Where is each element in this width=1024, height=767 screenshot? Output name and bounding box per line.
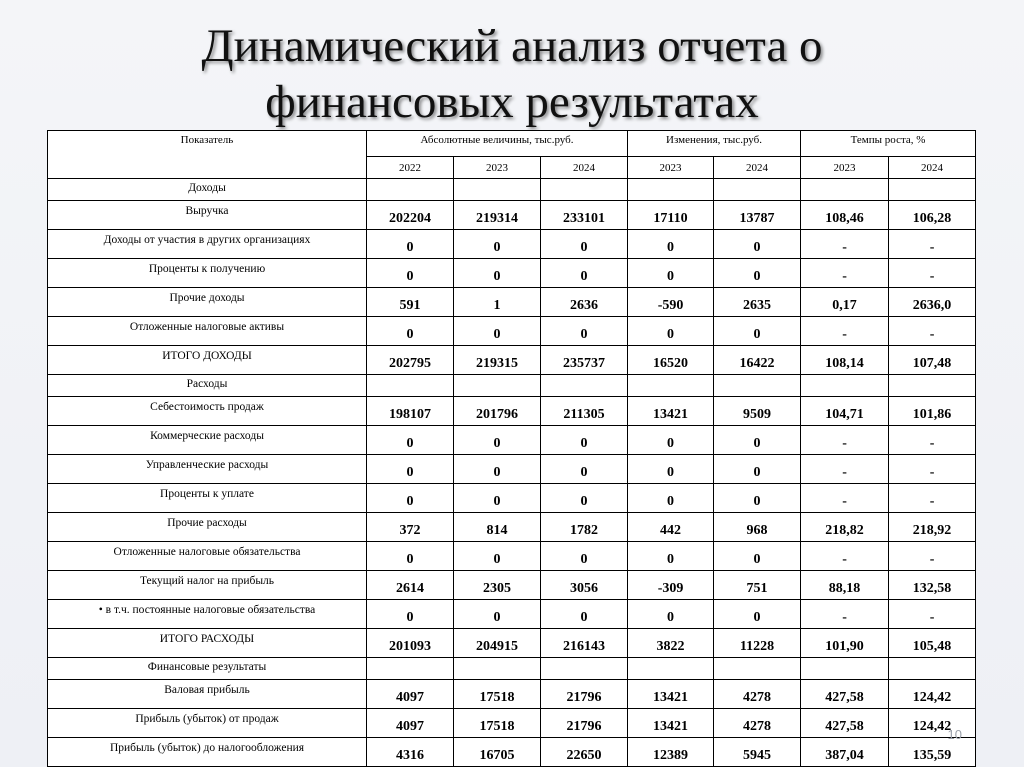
header-year-cell: 2024 <box>889 157 976 179</box>
value-cell <box>454 179 541 201</box>
value-cell: 107,48 <box>889 346 976 375</box>
value-cell: 17518 <box>454 709 541 738</box>
section-header-row <box>48 658 976 680</box>
value-cell: 0 <box>541 542 628 571</box>
value-cell: 0 <box>367 455 454 484</box>
value-cell: 13421 <box>628 397 714 426</box>
value-cell <box>541 179 628 201</box>
value-cell: 0 <box>367 484 454 513</box>
value-cell: 1 <box>454 288 541 317</box>
value-cell: 218,82 <box>801 513 889 542</box>
value-cell <box>367 179 454 201</box>
value-cell: 233101 <box>541 201 628 230</box>
value-cell: 0 <box>628 600 714 629</box>
value-cell: 219315 <box>454 346 541 375</box>
value-cell: 4278 <box>714 680 801 709</box>
value-cell: 0 <box>541 600 628 629</box>
table-row <box>48 600 976 629</box>
value-cell: 0 <box>454 426 541 455</box>
value-cell <box>541 658 628 680</box>
header-row-groups <box>48 131 976 157</box>
indicator-label: Отложенные налоговые обязательства <box>48 542 367 571</box>
value-cell: - <box>889 455 976 484</box>
value-cell: -309 <box>628 571 714 600</box>
value-cell: 0 <box>714 542 801 571</box>
value-cell: - <box>801 484 889 513</box>
table-row <box>48 484 976 513</box>
header-absolute-values: Абсолютные величины, тыс.руб. <box>367 131 628 157</box>
value-cell: 198107 <box>367 397 454 426</box>
value-cell: 427,58 <box>801 709 889 738</box>
value-cell <box>367 658 454 680</box>
value-cell: - <box>801 426 889 455</box>
header-year-cell: 2023 <box>454 157 541 179</box>
value-cell: -590 <box>628 288 714 317</box>
value-cell: 814 <box>454 513 541 542</box>
value-cell: 0 <box>714 230 801 259</box>
header-growth-rates: Темпы роста, % <box>801 131 976 157</box>
value-cell: 13421 <box>628 709 714 738</box>
value-cell: 427,58 <box>801 680 889 709</box>
value-cell: 387,04 <box>801 738 889 767</box>
value-cell <box>628 658 714 680</box>
indicator-label: Прибыль (убыток) до налогообложения <box>48 738 367 767</box>
table-row <box>48 426 976 455</box>
value-cell: - <box>889 230 976 259</box>
value-cell: 4316 <box>367 738 454 767</box>
value-cell: 0 <box>454 484 541 513</box>
value-cell: 2636 <box>541 288 628 317</box>
value-cell: 17518 <box>454 680 541 709</box>
value-cell: - <box>889 259 976 288</box>
value-cell: 16422 <box>714 346 801 375</box>
header-year-cell: 2024 <box>541 157 628 179</box>
value-cell: 0 <box>628 484 714 513</box>
value-cell: 0 <box>628 542 714 571</box>
value-cell: 0 <box>628 259 714 288</box>
value-cell: 2636,0 <box>889 288 976 317</box>
value-cell: 0 <box>367 600 454 629</box>
indicator-label: Доходы <box>48 179 367 201</box>
value-cell <box>889 179 976 201</box>
value-cell: - <box>889 542 976 571</box>
table-row <box>48 317 976 346</box>
slide-title-line-1: Динамический анализ отчета о <box>201 20 823 72</box>
value-cell: 106,28 <box>889 201 976 230</box>
value-cell: 0 <box>541 230 628 259</box>
value-cell: 0 <box>454 259 541 288</box>
value-cell: 4097 <box>367 680 454 709</box>
value-cell: - <box>889 317 976 346</box>
page-number: 10 <box>947 727 962 742</box>
value-cell: 88,18 <box>801 571 889 600</box>
indicator-label: Проценты к получению <box>48 259 367 288</box>
value-cell: 235737 <box>541 346 628 375</box>
value-cell: - <box>801 259 889 288</box>
value-cell <box>714 375 801 397</box>
financial-results-table-container <box>47 130 975 767</box>
value-cell: 0 <box>714 426 801 455</box>
value-cell: 442 <box>628 513 714 542</box>
header-year-cell: 2023 <box>628 157 714 179</box>
value-cell: 124,42 <box>889 680 976 709</box>
value-cell: 0 <box>541 317 628 346</box>
value-cell: 2305 <box>454 571 541 600</box>
value-cell: 0 <box>628 230 714 259</box>
value-cell <box>889 375 976 397</box>
value-cell: 105,48 <box>889 629 976 658</box>
value-cell: 132,58 <box>889 571 976 600</box>
value-cell: 218,92 <box>889 513 976 542</box>
indicator-label: Коммерческие расходы <box>48 426 367 455</box>
value-cell: 204915 <box>454 629 541 658</box>
slide-title-line-2: финансовых результатах <box>265 76 759 128</box>
indicator-label: Доходы от участия в других организациях <box>48 230 367 259</box>
value-cell: 16705 <box>454 738 541 767</box>
value-cell: 0 <box>367 542 454 571</box>
section-header-row <box>48 179 976 201</box>
value-cell: 0 <box>541 259 628 288</box>
value-cell: 0 <box>541 484 628 513</box>
table-row <box>48 571 976 600</box>
value-cell: 12389 <box>628 738 714 767</box>
value-cell <box>454 375 541 397</box>
table-row <box>48 680 976 709</box>
header-changes: Изменения, тыс.руб. <box>628 131 801 157</box>
value-cell <box>801 375 889 397</box>
table-row <box>48 542 976 571</box>
value-cell: 0 <box>714 317 801 346</box>
table-row <box>48 346 976 375</box>
table-row <box>48 738 976 767</box>
header-year-cell: 2023 <box>801 157 889 179</box>
value-cell: - <box>801 317 889 346</box>
indicator-label: ИТОГО РАСХОДЫ <box>48 629 367 658</box>
table-row <box>48 288 976 317</box>
value-cell: 11228 <box>714 629 801 658</box>
value-cell: 16520 <box>628 346 714 375</box>
value-cell: 0 <box>367 259 454 288</box>
value-cell: 0 <box>628 455 714 484</box>
table-row <box>48 455 976 484</box>
value-cell: 108,14 <box>801 346 889 375</box>
value-cell: 0 <box>541 455 628 484</box>
value-cell: 101,90 <box>801 629 889 658</box>
indicator-label: Отложенные налоговые активы <box>48 317 367 346</box>
indicator-label: Расходы <box>48 375 367 397</box>
value-cell: 124,42 <box>889 709 976 738</box>
value-cell: 0 <box>367 317 454 346</box>
value-cell <box>714 179 801 201</box>
value-cell <box>367 375 454 397</box>
indicator-label: Прочие доходы <box>48 288 367 317</box>
value-cell: 13787 <box>714 201 801 230</box>
value-cell: 101,86 <box>889 397 976 426</box>
value-cell: - <box>889 426 976 455</box>
indicator-label: Текущий налог на прибыль <box>48 571 367 600</box>
indicator-label: Управленческие расходы <box>48 455 367 484</box>
value-cell: 0 <box>714 484 801 513</box>
value-cell <box>454 658 541 680</box>
indicator-label: Прочие расходы <box>48 513 367 542</box>
value-cell <box>801 179 889 201</box>
table-row <box>48 709 976 738</box>
table-row <box>48 201 976 230</box>
value-cell: - <box>801 600 889 629</box>
value-cell: 13421 <box>628 680 714 709</box>
value-cell: 3822 <box>628 629 714 658</box>
value-cell <box>889 658 976 680</box>
value-cell: 0,17 <box>801 288 889 317</box>
value-cell: 0 <box>541 426 628 455</box>
table-body <box>48 179 976 767</box>
value-cell <box>628 375 714 397</box>
value-cell <box>541 375 628 397</box>
section-header-row <box>48 375 976 397</box>
value-cell: 0 <box>714 259 801 288</box>
value-cell: 0 <box>628 426 714 455</box>
value-cell: 202795 <box>367 346 454 375</box>
table-row <box>48 397 976 426</box>
slide-title <box>0 18 1024 130</box>
value-cell: 0 <box>454 230 541 259</box>
indicator-label: Проценты к уплате <box>48 484 367 513</box>
value-cell: 968 <box>714 513 801 542</box>
value-cell <box>801 658 889 680</box>
header-year-cell: 2022 <box>367 157 454 179</box>
value-cell: 202204 <box>367 201 454 230</box>
value-cell: 4097 <box>367 709 454 738</box>
financial-results-table <box>47 130 976 767</box>
value-cell <box>714 658 801 680</box>
indicator-label: Прибыль (убыток) от продаж <box>48 709 367 738</box>
value-cell: 2635 <box>714 288 801 317</box>
value-cell: 0 <box>367 230 454 259</box>
table-row <box>48 259 976 288</box>
value-cell: 0 <box>714 455 801 484</box>
value-cell: - <box>889 600 976 629</box>
value-cell: 751 <box>714 571 801 600</box>
table-row <box>48 629 976 658</box>
value-cell: 372 <box>367 513 454 542</box>
value-cell: 0 <box>454 542 541 571</box>
value-cell: - <box>801 230 889 259</box>
value-cell: 0 <box>714 600 801 629</box>
indicator-label: Себестоимость продаж <box>48 397 367 426</box>
value-cell: 21796 <box>541 680 628 709</box>
value-cell: - <box>801 542 889 571</box>
value-cell: - <box>889 484 976 513</box>
value-cell: 0 <box>454 455 541 484</box>
table-row <box>48 230 976 259</box>
value-cell: 22650 <box>541 738 628 767</box>
value-cell: 17110 <box>628 201 714 230</box>
value-cell: 0 <box>454 317 541 346</box>
value-cell: 0 <box>454 600 541 629</box>
value-cell: - <box>801 455 889 484</box>
value-cell: 4278 <box>714 709 801 738</box>
value-cell <box>628 179 714 201</box>
value-cell: 201093 <box>367 629 454 658</box>
value-cell: 104,71 <box>801 397 889 426</box>
value-cell: 1782 <box>541 513 628 542</box>
value-cell: 219314 <box>454 201 541 230</box>
value-cell: 0 <box>367 426 454 455</box>
header-year-cell: 2024 <box>714 157 801 179</box>
header-indicator: Показатель <box>48 131 367 179</box>
value-cell: 211305 <box>541 397 628 426</box>
indicator-label: Финансовые результаты <box>48 658 367 680</box>
value-cell: 9509 <box>714 397 801 426</box>
value-cell: 0 <box>628 317 714 346</box>
indicator-label: • в т.ч. постоянные налоговые обязательства <box>48 600 367 629</box>
value-cell: 201796 <box>454 397 541 426</box>
value-cell: 135,59 <box>889 738 976 767</box>
value-cell: 2614 <box>367 571 454 600</box>
indicator-label: Выручка <box>48 201 367 230</box>
value-cell: 5945 <box>714 738 801 767</box>
value-cell: 21796 <box>541 709 628 738</box>
indicator-label: ИТОГО ДОХОДЫ <box>48 346 367 375</box>
indicator-label: Валовая прибыль <box>48 680 367 709</box>
value-cell: 216143 <box>541 629 628 658</box>
table-row <box>48 513 976 542</box>
value-cell: 3056 <box>541 571 628 600</box>
value-cell: 591 <box>367 288 454 317</box>
value-cell: 108,46 <box>801 201 889 230</box>
